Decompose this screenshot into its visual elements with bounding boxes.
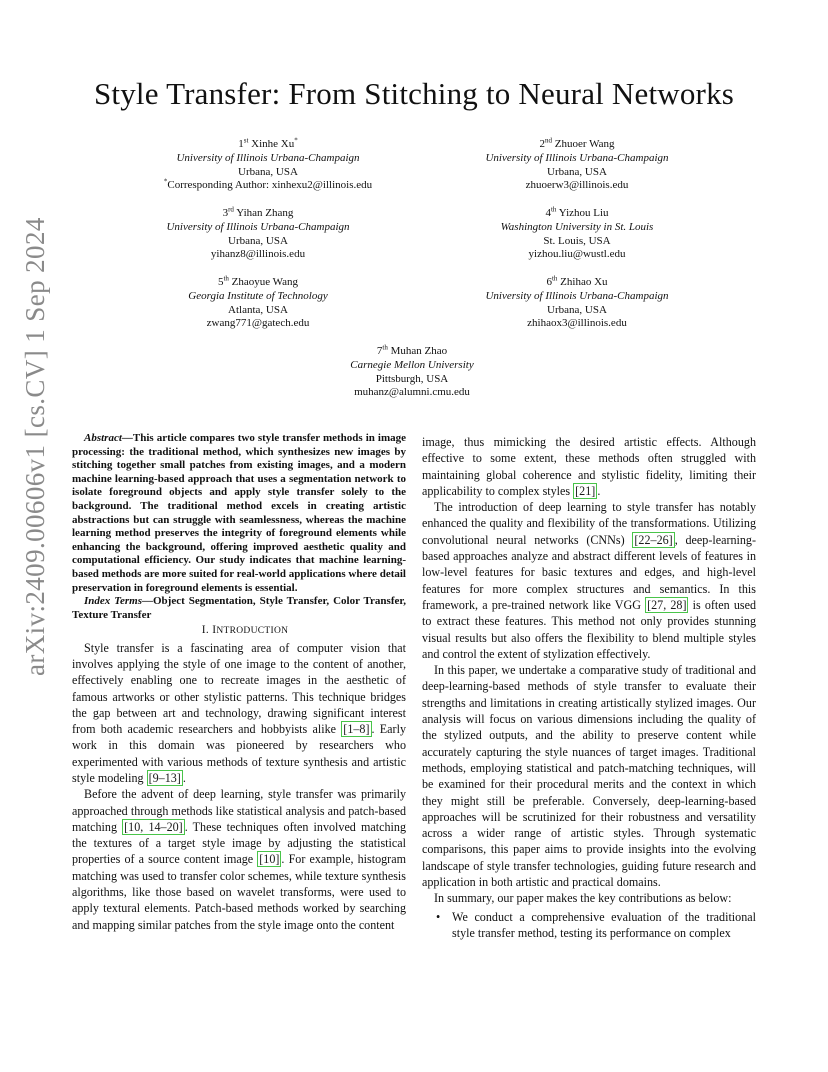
intro-paragraph-5: In this paper, we undertake a comparative study of traditional and deep-learning-based methods of style transfer to evaluate their strengths and limitations in creating artistically stylized images. Our analysis will focus on various dimensions including the quality of the stylized outputs, and the ability to preserve content while accurately capturing the style nuances of target images. Traditional methods, employing statistical and patch-matching techniques, will be examined for their procedural merits and the context in which they might still be preferable. Conversely, deep-learning-based approaches will be scrutinized for their robustness and versatility across a wider range of artistic styles. Through systematic comparisons, this paper aims to provide insights into the evolving landscape of style transfer technologies, guiding future research and application in both artistic and practical domains.	[422, 663, 756, 890]
right-column	[422, 434, 756, 941]
author-email: yihanz8@illinois.edu	[210, 248, 306, 261]
author-email: yizhou.liu@wustl.edu	[528, 248, 626, 261]
author-block-7: 7th Muhan Zhao Carnegie Mellon University Pittsburgh, USA muhanz@alumni.cmu.edu	[262, 345, 562, 400]
intro-paragraph-2: Before the advent of deep learning, style transfer was primarily approached through methods like statistical analysis and patch-based matching [10, 14–20] . These techniques often involved matching the textures of a target style image by adjusting the statistical properties of a source content image [10] . For example, histogram matching was used to transfer color schemes, while texture synthesis algorithms, like those based on wavelet transforms, were used to apply textural elements. Patch-based methods worked by searching and mapping similar patches from the style image onto the content	[72, 787, 407, 932]
bullet-marker: •	[436, 909, 441, 924]
author-location: Urbana, USA	[547, 165, 607, 178]
citation-link[interactable]: [22–26]	[634, 532, 673, 547]
author-corresponding: *Corresponding Author: xinhexu2@illinois.edu	[163, 177, 373, 192]
left-column	[72, 432, 406, 933]
author-location: Urbana, USA	[238, 165, 298, 178]
author-affiliation: University of Illinois Urbana-Champaign	[166, 220, 350, 233]
author-block-2: 2nd Zhuoer Wang University of Illinois Urbana-Champaign Urbana, USA zhuoerw3@illinois.edu	[427, 138, 727, 193]
citation-link[interactable]: [1–8]	[343, 722, 370, 737]
author-block-6: 6th Zhihao Xu University of Illinois Urbana-Champaign Urbana, USA zhihaox3@illinois.edu	[427, 276, 727, 331]
citation-link[interactable]: [10, 14–20]	[124, 819, 183, 834]
author-affiliation: Washington University in St. Louis	[500, 220, 654, 233]
paper-title: Style Transfer: From Stitching to Neural Networks	[93, 76, 735, 111]
author-location: Atlanta, USA	[228, 303, 288, 316]
intro-paragraph-4: The introduction of deep learning to style transfer has notably enhanced the quality and flexibility of the transformations. Utilizing convolutional neural networks (CNNs) [22–26] , deep-learning-based approaches analyze and abstract different levels of features in low-level features for basic textures and edges, and high-level features for more complex structures and semantics. In this framework, a pre-trained network like VGG [27, 28] is often used to extract these features. This method not only provides stunning visual results but also offers the flexibility to blend multiple styles and control the extent of stylization effectively.	[422, 500, 756, 661]
author-location: Urbana, USA	[547, 303, 607, 316]
citation-link[interactable]: [21]	[575, 483, 596, 498]
bullet-text: We conduct a comprehensive evaluation of the traditional style transfer method, testing its performance on complex	[452, 909, 756, 940]
intro-paragraph-6: In summary, our paper makes the key contributions as below:	[434, 891, 732, 906]
author-location: St. Louis, USA	[543, 234, 611, 247]
author-affiliation: Georgia Institute of Technology	[188, 289, 328, 302]
author-location: Urbana, USA	[228, 234, 288, 247]
section-heading-introduction: I. INTRODUCTION	[201, 624, 289, 637]
intro-paragraph-3: image, thus mimicking the desired artistic effects. Although effective to some extent, these methods often struggled with maintaining global coherence and stylistic fidelity, limiting their applicability to complex styles [21] .	[422, 435, 756, 498]
author-block-5: 5th Zhaoyue Wang Georgia Institute of Technology Atlanta, USA zwang771@gatech.edu	[108, 276, 408, 331]
author-email: zhuoerw3@illinois.edu	[525, 179, 629, 192]
author-affiliation: University of Illinois Urbana-Champaign	[176, 151, 360, 164]
author-location: Pittsburgh, USA	[375, 372, 449, 385]
intro-paragraph-1: Style transfer is a fascinating area of computer vision that involves applying the style of one image to the content of another, effectively enabling one to recreate images in the aesthetic of famous artworks or other stylistic patterns. This technique bridges the gap between art and technology, drawing significant interest from both academic researchers and hobbyists alike [1–8] . Early work in this domain was pioneered by researchers who experimented with various methods of texture synthesis and artistic style modeling [9–13] .	[72, 640, 406, 785]
author-affiliation: University of Illinois Urbana-Champaign	[485, 289, 669, 302]
author-email: zwang771@gatech.edu	[206, 317, 310, 330]
index-terms: Index Terms—Object Segmentation, Style Transfer, Color Transfer, Texture Transfer	[72, 595, 407, 621]
author-email: zhihaox3@illinois.edu	[527, 317, 627, 330]
author-block-3: 3rd Yihan Zhang University of Illinois Urbana-Champaign Urbana, USA yihanz8@illinois.edu	[108, 207, 408, 262]
citation-link[interactable]: [9–13]	[148, 770, 181, 785]
author-email: muhanz@alumni.cmu.edu	[354, 386, 470, 399]
citation-link[interactable]: [10]	[259, 852, 280, 867]
author-affiliation: Carnegie Mellon University	[350, 358, 474, 371]
arxiv-identifier: arXiv:2409.00606v1 [cs.CV] 1 Sep 2024	[20, 217, 50, 676]
author-block-1: 1st Xinhe Xu* University of Illinois Urbana-Champaign Urbana, USA *Corresponding Author: xinhexu2@illinois.edu	[118, 138, 418, 193]
citation-link[interactable]: [27, 28]	[647, 597, 687, 612]
contribution-bullet	[422, 909, 756, 942]
author-affiliation: University of Illinois Urbana-Champaign	[485, 151, 669, 164]
author-block-4: 4th Yizhou Liu Washington University in St. Louis St. Louis, USA yizhou.liu@wustl.edu	[427, 207, 727, 262]
abstract: Abstract—This article compares two style transfer methods in image processing: the traditional method, which synthesizes new images by stitching together small patches from existing images, and a modern machine learning-based approach that uses a segmentation network to isolate foreground objects and apply style transfer solely to the background. The traditional method excels in creating artistic abstractions but can struggle with seamlessness, whereas the machine learning method preserves the integrity of foreground elements while enhancing the background, offering improved aesthetic quality and computational efficiency. Our study indicates that machine learning-based methods are more suited for real-world applications where detail preservation in foreground elements is essential.	[72, 432, 406, 594]
